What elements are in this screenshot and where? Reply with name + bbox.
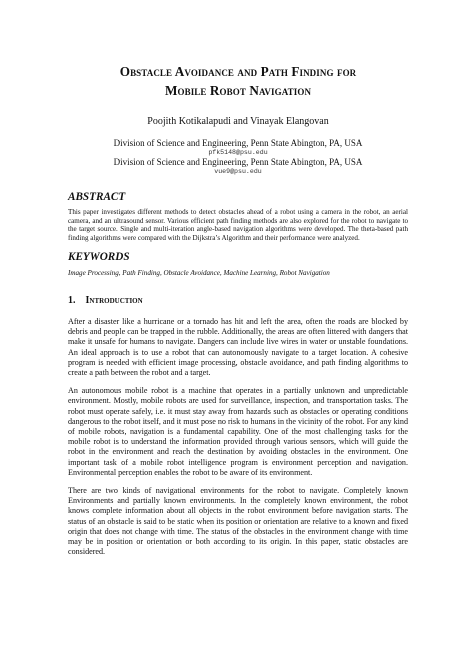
body-paragraph-1: After a disaster like a hurricane or a tornado has hit and left the area, often the roads are blocked by debris and people can be trapped in the rubble. Additionally, the areas are often littered with dangers that make it unsafe for humans to navigate. Dangers can include live wires in water or unstable foundations. An ideal approach is to use a robot that can autonomously navigate to a target location. A cohesive program is needed with efficient image processing, obstacle avoidance, and path finding algorithms to create a path between the robot and a target. — [68, 316, 408, 377]
body-paragraph-3: There are two kinds of navigational environments for the robot to navigate. Completely known Environments and partially known environments. In the completely known environment, the robot knows complete information about all objects in the robot environment before navigation starts. The status of an obstacle is said to be static when its position or orientation are relative to a known and fixed origin that does not change with time. The status of the obstacles in the environment change with time may be in position or orientation or both according to its origin. In this paper, static obstacles are considered. — [68, 486, 408, 557]
author-list: Poojith Kotikalapudi and Vinayak Elangovan — [147, 116, 329, 127]
affiliation-1: Division of Science and Engineering, Penn State Abington, PA, USA — [113, 138, 363, 148]
section-title: Introduction — [85, 294, 143, 306]
section-number: 1. — [68, 294, 76, 306]
keywords-heading: KEYWORDS — [68, 251, 130, 264]
keywords-text: Image Processing, Path Finding, Obstacle Avoidance, Machine Learning, Robot Navigation — [68, 269, 330, 278]
title-line-1: Obstacle Avoidance and Path Finding for — [119, 64, 357, 79]
body-paragraph-2: An autonomous mobile robot is a machine that operates in a partially unknown and unpredictable environment. Mostly, mobile robots are used for surveillance, inspection, and transportation tasks. The robot must operate safely, i.e. it must stay away from hazards such as obstacles or operating conditions dangerous to the robot itself, and it must pose no risk to humans in the vicinity of the robot. For any kind of mobile robots, navigation is a fundamental capability. One of the most challenging tasks for the mobile robot is to understand the information provided through various sensors, which will guide the robot in the environment and reach the destination by avoiding obstacles in the environment. One important task of a mobile robot intelligence program is environment perception and navigation. Environmental perception enables the robot to be aware of its environment. — [68, 386, 408, 477]
abstract-heading: ABSTRACT — [68, 191, 126, 203]
paper-title — [68, 62, 408, 100]
title-line-2: Mobile Robot Navigation — [164, 83, 312, 98]
affiliation-block — [68, 138, 408, 176]
section-heading-introduction — [68, 295, 408, 307]
email-1: pfk5148@psu.edu — [208, 149, 268, 156]
email-2: vue9@psu.edu — [214, 168, 262, 175]
abstract-text: This paper investigates different methods to detect obstacles ahead of a robot using a camera in the robot, an aerial camera, and an ultrasound sensor. Various efficient path finding methods are also explored for the robot to navigate to the target source. Single and multi-iteration angle-based navigation algorithms were developed. The theta-based path finding algorithms were compared with the Dijkstra’s Algorithm and their performance were analyzed. — [68, 208, 408, 242]
affiliation-2: Division of Science and Engineering, Penn State Abington, PA, USA — [113, 157, 363, 167]
